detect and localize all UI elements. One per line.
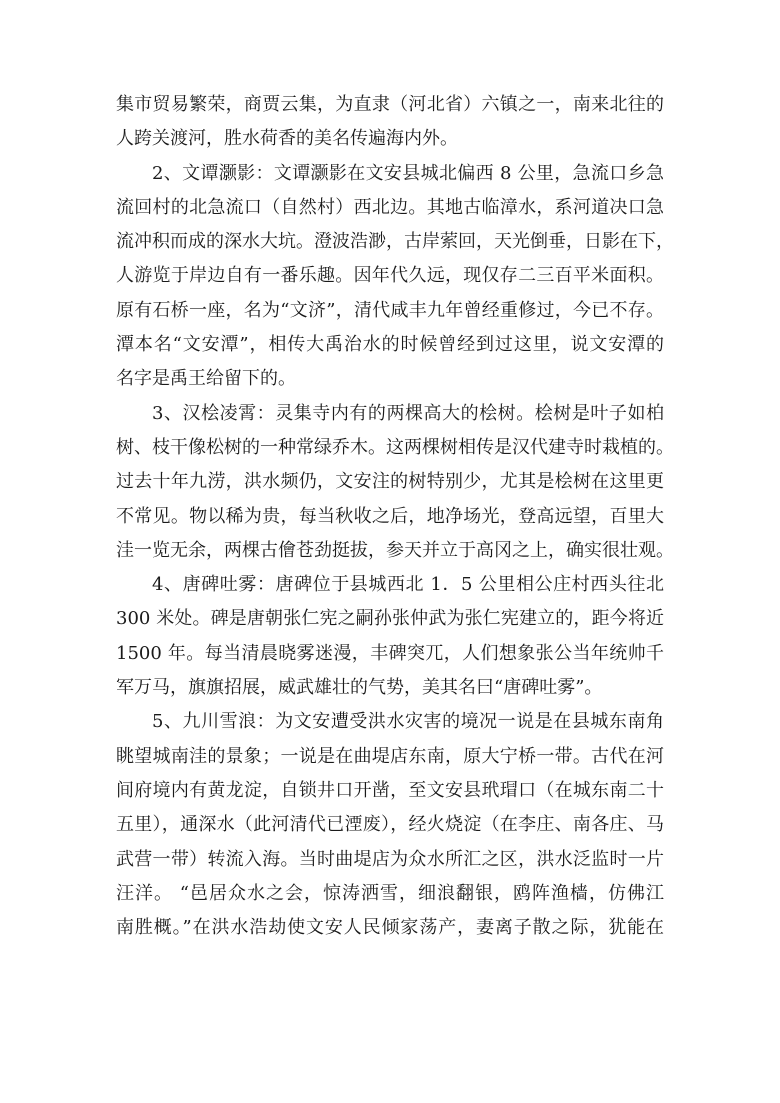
text-line: 眺望城南洼的景象；一说是在曲堤店东南，原大宁桥一带。古代在河 bbox=[116, 745, 664, 767]
text-line: 300 米处。碑是唐朝张仁宪之嗣孙张仲武为张仁宪建立的，距今将近 bbox=[116, 608, 664, 630]
text-line: 名字是禹王给留下的。 bbox=[116, 368, 296, 390]
text-line: 五里），通深水（此河清代已湮废），经火烧淀（在李庄、南各庄、马 bbox=[116, 814, 664, 836]
text-line: 武营一带）转流入海。当时曲堤店为众水所汇之区，洪水泛监时一片 bbox=[116, 848, 664, 870]
text-line: 间府境内有黄龙淀，自锁井口开凿，至文安县玳瑁口（在城东南二十 bbox=[116, 779, 664, 801]
paragraph-first-line: 5、九川雪浪：为文安遭受洪水灾害的境况一说是在县城东南角 bbox=[152, 711, 664, 733]
text-line: 汪洋。 “邑居众水之会，惊涛洒雪，细浪翻银，鸥阵渔樯，仿佛江 bbox=[116, 882, 664, 904]
text-line: 集市贸易繁荣，商贾云集，为直隶（河北省）六镇之一，南来北往的 bbox=[116, 94, 664, 115]
text-line: 原有石桥一座，名为“文济”，清代咸丰九年曾经重修过，今已不存。 bbox=[116, 299, 664, 321]
text-line: 人跨关渡河，胜水荷香的美名传遍海内外。 bbox=[116, 128, 458, 150]
paragraph-first-line: 2、文谭灏影：文谭灏影在文安县城北偏西 8 公里，急流口乡急 bbox=[152, 162, 664, 184]
text-line: 军万马，旗旗招展，威武雄壮的气势，美其名曰“唐碑吐雾”。 bbox=[116, 677, 603, 699]
paragraph-first-line: 3、汉桧凌霄：灵集寺内有的两棵高大的桧树。桧树是叶子如柏 bbox=[152, 402, 664, 424]
text-line: 南胜概。”在洪水浩劫使文安人民倾家荡产，妻离子散之际，犹能在 bbox=[116, 917, 664, 939]
text-line: 洼一览无余，两棵古儈苍劲挺拔，参天并立于高冈之上，确实很壮观。 bbox=[116, 539, 674, 561]
paragraph-first-line: 4、唐碑吐雾：唐碑位于县城西北 1．5 公里相公庄村西头往北 bbox=[152, 574, 664, 596]
text-line: 流回村的北急流口（自然村）西北边。其地古临漳水，系河道决口急 bbox=[116, 196, 664, 218]
text-line: 不常见。物以稀为贵，每当秋收之后，地净场光，登高远望，百里大 bbox=[116, 505, 664, 527]
text-line: 1500 年。每当清晨晓雾迷漫，丰碑突兀，人们想象张公当年统帅千 bbox=[116, 642, 664, 664]
text-line: 树、枝干像松树的一种常绿乔木。这两棵树相传是汉代建寺时栽植的。 bbox=[116, 436, 674, 458]
text-line: 潭本名“文安潭”，相传大禹治水的时候曾经到过这里，说文安潭的 bbox=[116, 334, 664, 356]
text-line: 流冲积而成的深水大坑。澄波浩渺，古岸萦回，天光倒垂，日影在下， bbox=[116, 231, 674, 253]
document-body-text bbox=[116, 88, 674, 945]
text-line: 过去十年九涝，洪水频仍，文安注的树特别少，尤其是桧树在这里更 bbox=[116, 471, 664, 493]
text-line: 人游览于岸边自有一番乐趣。因年代久远，现仅存二三百平米面积。 bbox=[116, 265, 664, 287]
